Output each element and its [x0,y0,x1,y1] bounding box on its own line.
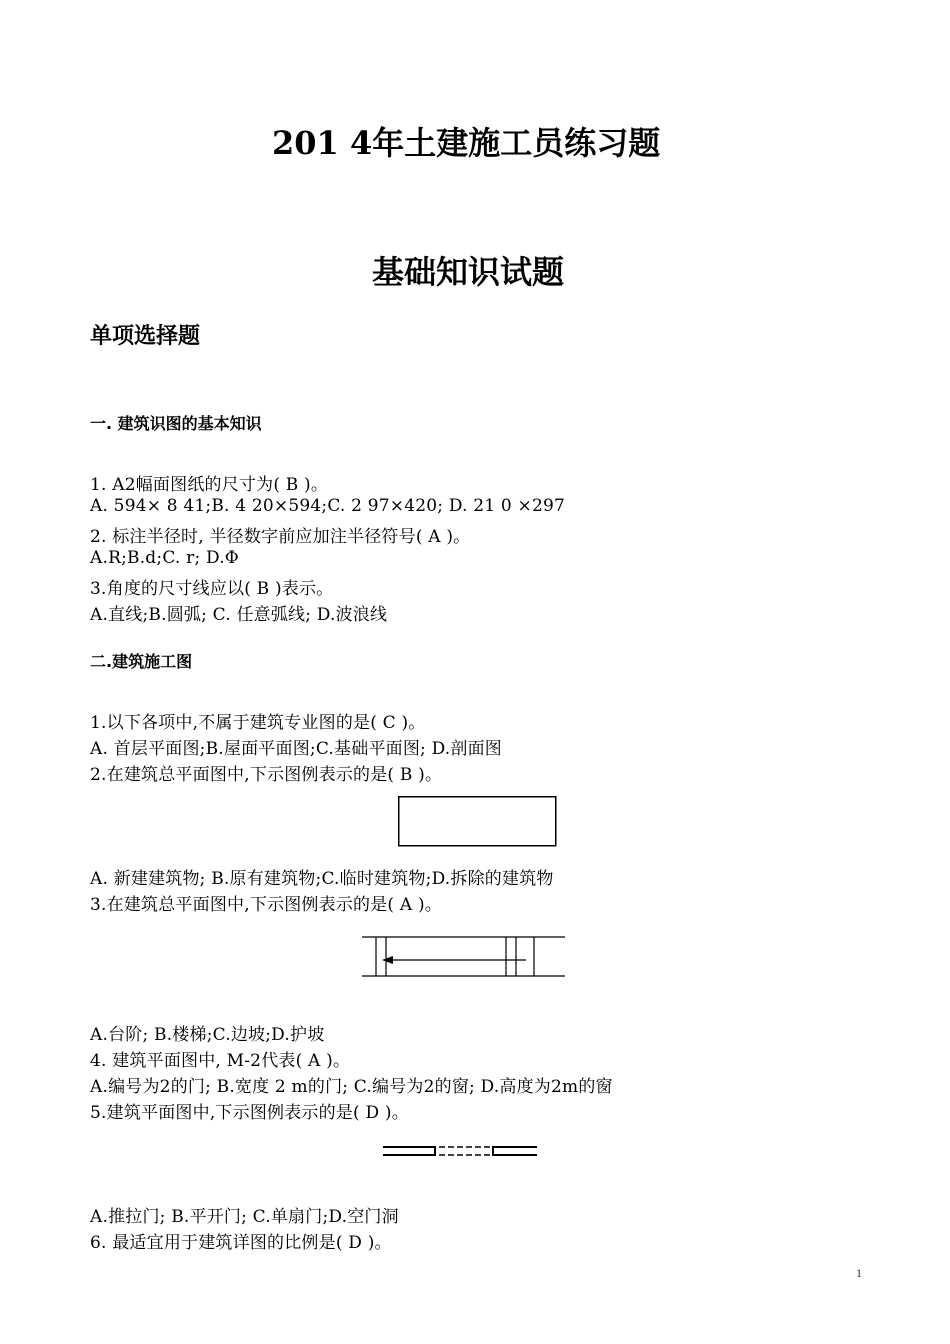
page-title: 201 4年土建施工员练习题 [272,124,661,162]
question-1: 1.以下各项中,不属于建筑专业图的是( C )。 [90,713,426,733]
question-1-options: A. 首层平面图;B.屋面平面图;C.基础平面图; D.剖面图 [90,739,502,759]
question-2-options: A. 新建建筑物; B.原有建筑物;C.临时建筑物;D.拆除的建筑物 [90,869,554,889]
legend-door-opening [383,1142,539,1162]
section-heading: 单项选择题 [90,324,201,349]
part1-line-5: 3.角度的尺寸线应以( B )表示。 [90,579,334,599]
page-subtitle: 基础知识试题 [372,253,565,291]
building-outline [399,797,556,846]
question-5-options: A.推拉门; B.平开门; C.单扇门;D.空门洞 [90,1207,399,1227]
question-2: 2.在建筑总平面图中,下示图例表示的是( B )。 [90,765,443,785]
part1-line-6: A.直线;B.圆弧; C. 任意弧线; D.波浪线 [90,605,388,625]
part1-line-3: 2. 标注半径时, 半径数字前应加注半径符号( A )。 [90,527,471,547]
part1-line-2: A. 594× 8 41;B. 4 20×594;C. 2 97×420; D. 21 0 ×297 [90,496,565,516]
part2-heading: 二.建筑施工图 [90,652,193,671]
legend-steps [362,936,566,980]
page-number: 1 [856,1266,862,1280]
part1-line-1: 1. A2幅面图纸的尺寸为( B )。 [90,475,329,495]
arrow-head [382,956,393,964]
question-3-options: A.台阶; B.楼梯;C.边坡;D.护坡 [90,1025,325,1045]
question-4-options: A.编号为2的门; B.宽度 2 m的门; C.编号为2的窗; D.高度为2m的窗 [90,1077,613,1097]
question-3: 3.在建筑总平面图中,下示图例表示的是( A )。 [90,895,442,915]
question-5: 5.建筑平面图中,下示图例表示的是( D )。 [90,1103,409,1123]
question-4: 4. 建筑平面图中, M-2代表( A )。 [90,1051,351,1071]
question-6: 6. 最适宜用于建筑详图的比例是( D )。 [90,1233,392,1253]
part1-heading: 一. 建筑识图的基本知识 [90,414,262,433]
part1-line-4: A.R;B.d;C. r; D.Φ [90,548,239,568]
legend-existing-building [398,796,558,848]
